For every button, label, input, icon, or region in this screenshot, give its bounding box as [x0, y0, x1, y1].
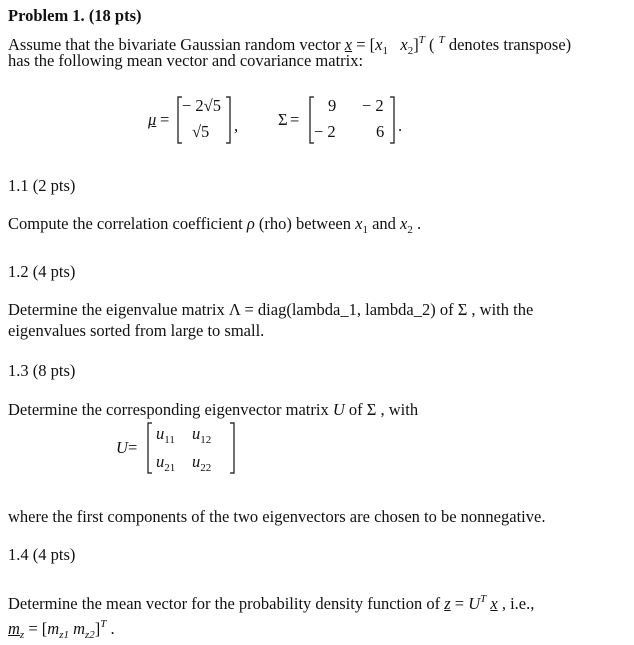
- q3-line-1: [8, 400, 418, 420]
- q4-z: z: [444, 594, 451, 613]
- mu-symbol: μ: [148, 110, 157, 129]
- sigma-r2c1: − 2: [314, 122, 336, 141]
- sigma-equals: =: [290, 110, 300, 129]
- sigma-r1c2: − 2: [362, 96, 384, 115]
- q3-text-post: of Σ , with: [344, 400, 419, 419]
- q1-text: [8, 214, 421, 240]
- q4-U: U: [468, 594, 481, 613]
- mu-row-1: − 2√5: [182, 96, 221, 115]
- q4-eq: =: [450, 594, 469, 613]
- q4-x: x: [490, 594, 498, 613]
- u-label: U: [116, 438, 128, 457]
- x2-subscript: 2: [407, 45, 414, 57]
- q1-text-pre: Compute the correlation coefficient: [8, 214, 247, 233]
- q1-x1: x: [355, 214, 363, 233]
- q4-text-pre: Determine the mean vector for the probability density function of: [8, 594, 445, 613]
- intro-eq: = [: [352, 35, 376, 54]
- u21: $u_{21}$: [156, 452, 176, 474]
- q2-line-1: Determine the eigenvalue matrix Λ = diag(lambda_1, lambda_2) of Σ , with the: [8, 300, 534, 319]
- q4-header: 1.4 (4 pts): [8, 545, 76, 564]
- q4-U-sup: T: [480, 593, 487, 605]
- q4-mz2: m: [73, 619, 86, 638]
- problem-points: (18 pts): [88, 6, 142, 25]
- q3-U: U: [332, 400, 345, 419]
- sigma-brackets: [278, 94, 408, 146]
- sigma-matrix: [278, 94, 408, 146]
- x1-symbol: x: [375, 35, 383, 54]
- intro-text: Assume that the bivariate Gaussian random vector: [8, 35, 345, 54]
- q1-x2-sub: 2: [407, 224, 413, 236]
- mu-comma: ,: [234, 116, 239, 135]
- q4-close-sup: T: [100, 618, 107, 630]
- q4-mz1-sub: z1: [59, 629, 69, 641]
- x1-subscript: 1: [382, 45, 388, 57]
- x2-symbol: x: [400, 35, 408, 54]
- u22: $u_{22}$: [192, 452, 212, 474]
- mu-vector: [146, 94, 256, 146]
- q3-header: 1.3 (8 pts): [8, 361, 76, 380]
- mu-row-2: √5: [192, 122, 210, 141]
- transpose-sup: T: [418, 34, 425, 46]
- q4-post: , i.e.,: [497, 594, 535, 613]
- q1-end: .: [412, 214, 422, 233]
- u11: $u_{11}$: [156, 424, 175, 446]
- transpose-note-sup: T: [438, 34, 445, 46]
- intro-note: denotes transpose): [444, 35, 572, 54]
- mu-equals: =: [160, 110, 170, 129]
- sigma-r2c2: 6: [376, 122, 385, 141]
- q4-mz1: m: [47, 619, 60, 638]
- intro-paren: (: [424, 35, 439, 54]
- q4-eq2: = [: [24, 619, 48, 638]
- sigma-period: .: [398, 116, 403, 135]
- sigma-r1c1: 9: [328, 96, 337, 115]
- q2-header: 1.2 (4 pts): [8, 262, 76, 281]
- q1-and: and: [367, 214, 401, 233]
- intro-line-2: has the following mean vector and covariance matrix:: [8, 51, 364, 70]
- q4-line-1: [8, 589, 534, 614]
- q1-header: 1.1 (2 pts): [8, 176, 76, 195]
- u-matrix: [116, 420, 246, 476]
- q3-line-after: where the first components of the two eigenvectors are chosen to be nonnegative.: [8, 507, 546, 526]
- problem-number: Problem 1.: [8, 6, 85, 25]
- sigma-symbol: Σ: [278, 110, 288, 129]
- q3-text-pre: Determine the corresponding eigenvector matrix: [8, 400, 333, 419]
- problem-title: [8, 6, 142, 26]
- q4-end: .: [106, 619, 115, 638]
- u-brackets: [116, 420, 246, 476]
- q2-line-2: eigenvalues sorted from large to small.: [8, 321, 265, 340]
- q4-mz2-sub: z2: [85, 629, 95, 641]
- q1-x1-sub: 1: [362, 224, 368, 236]
- q4-close: ]: [94, 619, 101, 638]
- u12: $u_{12}$: [192, 424, 212, 446]
- q1-text-mid: (rho) between: [254, 214, 356, 233]
- u-equals: =: [128, 438, 138, 457]
- q4-m: m: [8, 619, 20, 638]
- intro-close-bracket: ]: [413, 35, 419, 54]
- vector-x-symbol: x: [344, 35, 353, 54]
- q1-x2: x: [400, 214, 408, 233]
- q4-line-2: [8, 614, 115, 645]
- rho-symbol: ρ: [246, 214, 255, 233]
- q4-m-sub: z: [19, 629, 25, 641]
